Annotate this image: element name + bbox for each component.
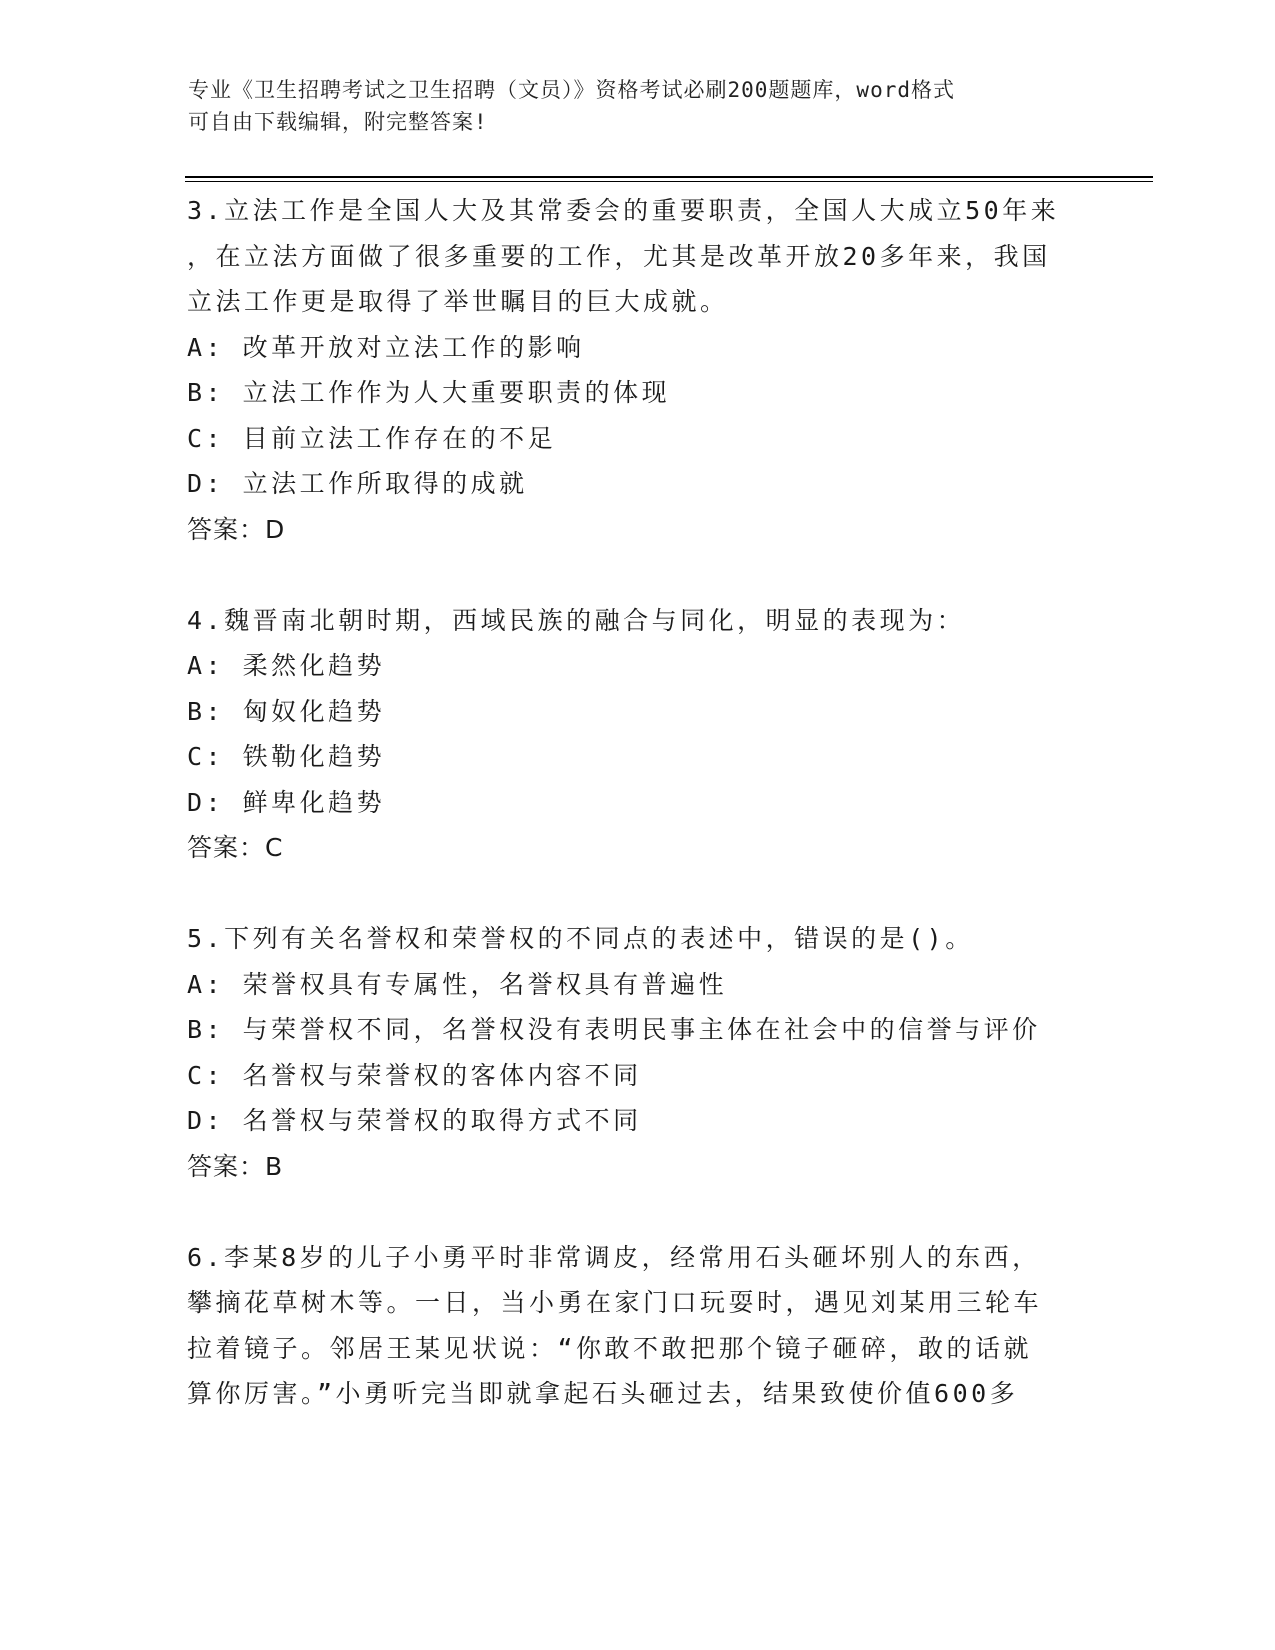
- question-line: 5.下列有关名誉权和荣誉权的不同点的表述中，错误的是()。: [187, 924, 974, 953]
- spacer: [187, 552, 1087, 598]
- option-b: B: 与荣誉权不同，名誉权没有表明民事主体在社会中的信誉与评价: [187, 1015, 1041, 1044]
- answer: 答案：B: [187, 1151, 284, 1181]
- question-line: 拉着镜子。邻居王某见状说：“你敢不敢把那个镜子砸碎，敢的话就: [187, 1333, 1033, 1363]
- option-d: D: 鲜卑化趋势: [187, 787, 386, 817]
- option-a: A: 柔然化趋势: [187, 651, 386, 680]
- option-b: B: 匈奴化趋势: [187, 696, 386, 726]
- answer: 答案：C: [187, 833, 284, 862]
- option-a: A: 改革开放对立法工作的影响: [187, 332, 585, 362]
- question-list: [187, 188, 1087, 1417]
- spacer: [187, 1189, 1087, 1235]
- question-line: 算你厉害。”小勇听完当即就拿起石头砸过去，结果致使价值600多: [187, 1379, 1019, 1408]
- question-line: 6.李某8岁的儿子小勇平时非常调皮，经常用石头砸坏别人的东西，: [187, 1242, 1041, 1272]
- option-c: C: 目前立法工作存在的不足: [187, 423, 557, 453]
- question-line: 4.魏晋南北朝时期，西域民族的融合与同化，明显的表现为：: [187, 605, 966, 635]
- header-rule-thin: [185, 181, 1153, 182]
- document-header: [188, 74, 1088, 138]
- option-a: A: 荣誉权具有专属性，名誉权具有普遍性: [187, 969, 728, 999]
- option-d: D: 名誉权与荣誉权的取得方式不同: [187, 1106, 642, 1135]
- answer: 答案：D: [187, 514, 286, 544]
- question-line: ，在立法方面做了很多重要的工作，尤其是改革开放20多年来，我国: [187, 241, 1051, 271]
- question-line: 3.立法工作是全国人大及其常委会的重要职责，全国人大成立50年来: [187, 196, 1060, 225]
- spacer: [187, 871, 1087, 917]
- option-b: B: 立法工作作为人大重要职责的体现: [187, 378, 671, 407]
- option-d: D: 立法工作所取得的成就: [187, 469, 528, 498]
- option-c: C: 名誉权与荣誉权的客体内容不同: [187, 1060, 642, 1090]
- question-line: 攀摘花草树木等。一日，当小勇在家门口玩耍时，遇见刘某用三轮车: [187, 1288, 1043, 1317]
- header-line-1: 专业《卫生招聘考试之卫生招聘（文员）》资格考试必刷200题题库，word格式: [188, 78, 955, 102]
- question-5: [187, 916, 1087, 1189]
- question-4: [187, 598, 1087, 871]
- question-line: 立法工作更是取得了举世瞩目的巨大成就。: [187, 287, 729, 316]
- option-c: C: 铁勒化趋势: [187, 742, 386, 771]
- header-line-2: 可自由下载编辑，附完整答案!: [188, 110, 488, 134]
- question-6: [187, 1235, 1087, 1417]
- question-3: [187, 188, 1087, 552]
- header-rule-thick: [185, 176, 1153, 178]
